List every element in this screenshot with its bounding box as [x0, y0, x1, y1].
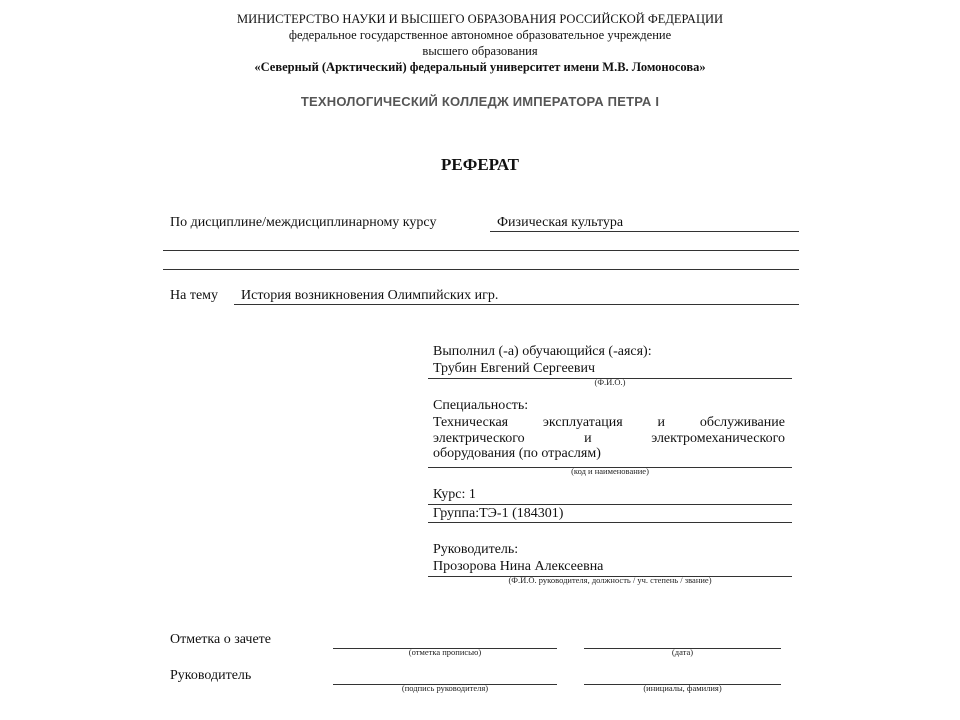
- institution-type-line: федеральное государственное автономное образовательное учреждение: [288, 28, 672, 42]
- topic-value: История возникновения Олимпийских игр.: [241, 288, 499, 303]
- specialty-word: обслуживание: [699, 415, 785, 430]
- university-name: «Северный (Арктический) федеральный университет имени М.В. Ломоносова»: [254, 60, 706, 74]
- signature-label: Руководитель: [170, 668, 252, 683]
- document-title: РЕФЕРАТ: [441, 155, 519, 174]
- grade-label: Отметка о зачете: [170, 632, 271, 647]
- supervisor-caption: (Ф.И.О. руководителя, должность / уч. степень / звание): [508, 575, 712, 585]
- student-name-caption: (Ф.И.О.): [594, 377, 626, 387]
- initials-caption: (инициалы, фамилия): [643, 683, 722, 693]
- course-text: Курс: 1: [433, 487, 476, 502]
- specialty-word: электромеханического: [651, 430, 785, 446]
- supervisor-label: Руководитель:: [433, 542, 519, 557]
- specialty-word: эксплуатация: [542, 415, 623, 430]
- group-text: Группа:ТЭ-1 (184301): [433, 506, 564, 521]
- blank-line-2: [163, 269, 799, 270]
- date-caption: (дата): [671, 647, 694, 657]
- course-underline: [428, 504, 792, 505]
- specialty-word: и: [657, 415, 665, 430]
- ministry-line: МИНИСТЕРСТВО НАУКИ И ВЫСШЕГО ОБРАЗОВАНИЯ РОССИЙСКОЙ ФЕДЕРАЦИИ: [236, 12, 724, 26]
- specialty-label: Специальность:: [433, 398, 529, 413]
- discipline-label: По дисциплине/междисциплинарному курсу: [170, 215, 437, 230]
- specialty-line-3: оборудования (по отраслям): [433, 446, 601, 461]
- specialty-word: Техническая: [433, 415, 509, 430]
- student-label: Выполнил (-а) обучающийся (-аяся):: [433, 344, 652, 359]
- specialty-line-2: [433, 431, 785, 447]
- discipline-value: Физическая культура: [497, 215, 624, 230]
- signature-caption: (подпись руководителя): [401, 683, 489, 693]
- topic-label: На тему: [170, 288, 219, 303]
- supervisor-name: Прозорова Нина Алексеевна: [433, 559, 604, 574]
- education-level-line: высшего образования: [422, 44, 538, 58]
- student-name: Трубин Евгений Сергеевич: [433, 361, 596, 376]
- specialty-word: электрического: [433, 430, 525, 446]
- specialty-word: и: [584, 430, 592, 446]
- grade-caption: (отметка прописью): [408, 647, 482, 657]
- college-name: ТЕХНОЛОГИЧЕСКИЙ КОЛЛЕДЖ ИМПЕРАТОРА ПЕТРА I: [300, 94, 660, 109]
- blank-line-1: [163, 250, 799, 251]
- group-underline: [428, 522, 792, 523]
- specialty-line-1: [433, 415, 785, 431]
- topic-underline: [234, 304, 799, 305]
- specialty-caption: (код и наименование): [571, 466, 649, 476]
- discipline-underline: [490, 231, 799, 232]
- specialty-text: [433, 415, 785, 462]
